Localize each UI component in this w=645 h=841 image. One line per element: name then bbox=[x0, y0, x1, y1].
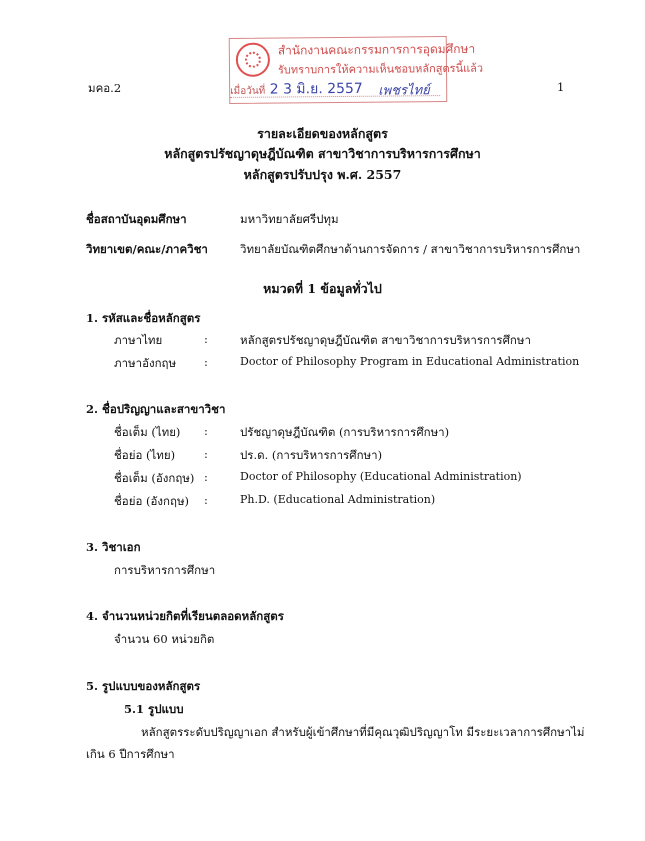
item5-paragraph-line2: เกิน 6 ปีการศึกษา bbox=[86, 747, 175, 761]
approval-stamp bbox=[229, 36, 484, 104]
government-seal-icon bbox=[236, 43, 270, 77]
item5-sub-heading: 5.1 รูปแบบ bbox=[124, 702, 184, 716]
item1-row-value: Doctor of Philosophy Program in Educational Administration bbox=[240, 355, 580, 368]
item3-heading: 3. วิชาเอก bbox=[86, 540, 141, 554]
institution-value: มหาวิทยาลัยศรีปทุม bbox=[240, 212, 339, 226]
item4-value: จำนวน 60 หน่วยกิต bbox=[114, 632, 215, 646]
stamp-signature: เพชรไทย์ bbox=[378, 83, 430, 99]
item2-row-colon: : bbox=[204, 447, 208, 461]
item2-row-label: ชื่อเต็ม (ไทย) bbox=[114, 425, 181, 439]
item1-row-label: ภาษาอังกฤษ bbox=[114, 356, 177, 370]
item5-paragraph-line1: หลักสูตรระดับปริญญาเอก สำหรับผู้เข้าศึกษาที่มีคุณวุฒิปริญญาโท มีระยะเวลาการศึกษาไม่ bbox=[141, 725, 585, 739]
item2-row-label: ชื่อเต็ม (อังกฤษ) bbox=[114, 471, 195, 485]
item1-heading: 1. รหัสและชื่อหลักสูตร bbox=[86, 311, 201, 325]
faculty-label: วิทยาเขต/คณะ/ภาควิชา bbox=[86, 242, 208, 256]
stamp-date-value: 2 3 มิ.ย. 2557 bbox=[269, 80, 363, 98]
item1-row-label: ภาษาไทย bbox=[114, 333, 163, 347]
form-code: มคอ.2 bbox=[88, 81, 122, 95]
item1-row-colon: : bbox=[204, 332, 208, 346]
item1-row-value: หลักสูตรปรัชญาดุษฎีบัณฑิต สาขาวิชาการบริหารการศึกษา bbox=[240, 333, 531, 347]
item2-row-value: ปรัชญาดุษฎีบัณฑิต (การบริหารการศึกษา) bbox=[240, 425, 450, 439]
item1-row-colon: : bbox=[204, 355, 208, 369]
faculty-value: วิทยาลัยบัณฑิตศึกษาด้านการจัดการ / สาขาวิชาการบริหารการศึกษา bbox=[240, 242, 581, 256]
institution-label: ชื่อสถาบันอุดมศึกษา bbox=[86, 212, 187, 226]
stamp-office-line: สำนักงานคณะกรรมการการอุดมศึกษา bbox=[277, 41, 476, 58]
revision-title: หลักสูตรปรับปรุง พ.ศ. 2557 bbox=[243, 167, 402, 182]
item2-row-label: ชื่อย่อ (ไทย) bbox=[114, 448, 176, 462]
item3-value: การบริหารการศึกษา bbox=[114, 563, 216, 577]
item2-row-colon: : bbox=[204, 424, 208, 438]
item4-heading: 4. จำนวนหน่วยกิตที่เรียนตลอดหลักสูตร bbox=[86, 609, 284, 623]
stamp-date-prefix: เมื่อวันที่ bbox=[230, 85, 266, 97]
item2-row-colon: : bbox=[204, 470, 208, 484]
item2-row-colon: : bbox=[204, 493, 208, 507]
item2-row-value: Ph.D. (Educational Administration) bbox=[240, 493, 436, 506]
item2-heading: 2. ชื่อปริญญาและสาขาวิชา bbox=[86, 402, 226, 416]
document-title: รายละเอียดของหลักสูตร bbox=[257, 126, 388, 141]
program-title: หลักสูตรปรัชญาดุษฎีบัณฑิต สาขาวิชาการบริหารการศึกษา bbox=[164, 146, 481, 161]
page-number: 1 bbox=[557, 80, 565, 94]
stamp-ack-line: รับทราบการให้ความเห็นชอบหลักสูตรนี้แล้ว bbox=[277, 61, 484, 77]
item2-row-label: ชื่อย่อ (อังกฤษ) bbox=[114, 494, 190, 508]
item5-heading: 5. รูปแบบของหลักสูตร bbox=[86, 679, 201, 693]
item2-row-value: Doctor of Philosophy (Educational Administration) bbox=[240, 470, 522, 483]
item2-row-value: ปร.ด. (การบริหารการศึกษา) bbox=[240, 448, 383, 462]
section-title: หมวดที่ 1 ข้อมูลทั่วไป bbox=[263, 281, 382, 296]
